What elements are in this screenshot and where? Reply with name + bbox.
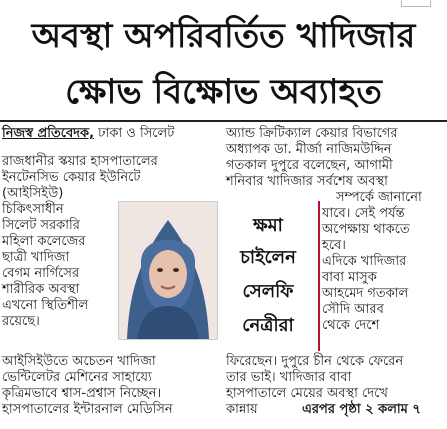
byline-author: নিজস্ব প্রতিবেদক,	[2, 126, 95, 141]
body-line: হাসপাতালের ইন্টারনাল মেডিসিন	[2, 402, 173, 417]
body-line: আইসিইউতে অচেতন খাদিজা	[2, 354, 156, 369]
pull-quote-line: নেত্রীরা	[242, 315, 294, 336]
body-line: অপেক্ষায় থাকতে	[322, 222, 410, 237]
body-line: আহমেদ গতকাল	[322, 286, 409, 301]
body-line: হাসপাতালে মেয়ের অবস্থা দেখে	[226, 386, 388, 401]
body-line: এদিকে খাদিজার	[322, 254, 407, 269]
body-line: শারীরিক অবস্থা	[2, 282, 80, 297]
byline-place: ঢাকা ও সিলেট	[94, 126, 175, 141]
body-line: অধ্যাপক ডা. মীর্জা নাজিমউদ্দিন	[226, 142, 392, 157]
byline	[2, 126, 174, 143]
headline-line-2: ক্ষোভ বিক্ষোভ অব্যাহত	[65, 72, 382, 112]
body-line: বেগম নার্গিসের	[2, 266, 80, 281]
body-line: ইনটেনসিভ কেয়ার ইউনিটে	[2, 170, 141, 185]
body-line: সম্পর্কে জানানো	[336, 190, 422, 205]
body-line: সৌদি আরব	[322, 302, 384, 317]
body-line: হবে।	[322, 238, 346, 253]
body-line: (আইসিইউ)	[2, 186, 64, 201]
body-line: রাজধানীর স্কয়ার হাসপাতালের	[2, 154, 158, 169]
body-line: শনিবার খাদিজার সর্বশেষ অবস্থা	[226, 174, 388, 189]
headline-rule	[0, 120, 447, 122]
body-line: অ্যান্ড ক্রিটিক্যাল কেয়ার বিভাগের	[226, 126, 398, 141]
body-line: চিকিৎসাধীন	[2, 202, 64, 217]
page-edge-mark	[401, 0, 431, 7]
body-line: ছাত্রী খাদিজা	[2, 250, 70, 265]
body-line: এখনো স্থিতিশীল	[2, 298, 89, 313]
portrait-photo	[118, 201, 218, 340]
body-line: সিলেট সরকারি	[2, 218, 80, 233]
right-column	[226, 126, 445, 426]
continuation-note: এরপর পৃষ্ঠা ২ কলাম ৭	[302, 402, 421, 417]
body-line: তার ভাই। খাদিজার বাবা	[226, 370, 352, 385]
pull-quote-line: সেলফি	[242, 281, 294, 302]
portrait-illustration	[119, 202, 217, 339]
top-strip	[0, 0, 447, 10]
pull-quote-line: ক্ষমা	[253, 215, 283, 236]
headline-line-1: অবস্থা অপরিবর্তিত খাদিজার	[31, 16, 416, 56]
body-line: রয়েছে।	[2, 314, 40, 329]
body-line: কান্নায়	[226, 402, 258, 417]
body-line: মহিলা কলেজের	[2, 234, 86, 249]
pull-quote-line: চাইলেন	[240, 247, 296, 268]
body-line: ভেন্টিলেটর মেশিনের সাহায্যে	[2, 370, 152, 385]
body-line: কৃত্রিমভাবে শ্বাস-প্রশ্বাস নিচ্ছেন।	[2, 386, 162, 401]
body-line: গতকাল দুপুরে বলেছেন, আগামী	[226, 158, 393, 173]
body-line: যাবে। সেই পর্যন্ত	[322, 206, 405, 221]
body-line: বাবা মাসুক	[322, 270, 377, 285]
body-line: থেকে দেশে	[322, 318, 380, 333]
body-line: ফিরেছেন। দুপুরে চীন থেকে ফেরেন	[226, 354, 404, 369]
